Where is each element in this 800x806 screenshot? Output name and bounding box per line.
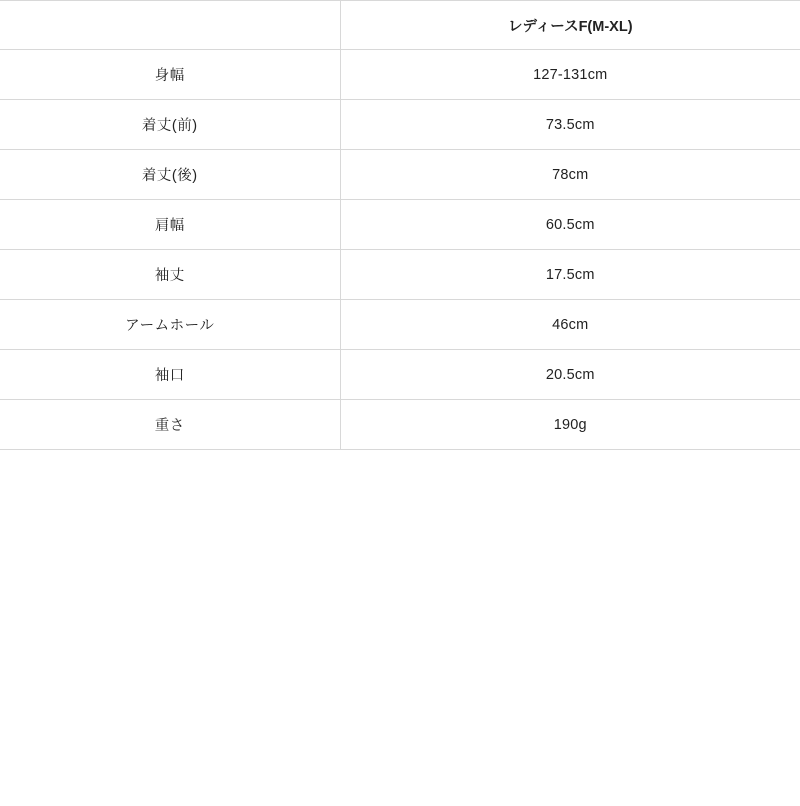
measure-label: 重さ	[0, 400, 340, 450]
measure-label: 肩幅	[0, 200, 340, 250]
table-header-size-cell: レディースF(M-XL)	[340, 1, 800, 50]
measure-label: アームホール	[0, 300, 340, 350]
measure-value: 78cm	[340, 150, 800, 200]
measure-label: 袖口	[0, 350, 340, 400]
measure-label: 袖丈	[0, 250, 340, 300]
measure-label: 着丈(後)	[0, 150, 340, 200]
measure-value: 190g	[340, 400, 800, 450]
measure-value: 73.5cm	[340, 100, 800, 150]
measure-value: 17.5cm	[340, 250, 800, 300]
table-row	[0, 400, 800, 450]
measure-value: 20.5cm	[340, 350, 800, 400]
table-row	[0, 200, 800, 250]
measure-label: 着丈(前)	[0, 100, 340, 150]
table-row	[0, 50, 800, 100]
table-row	[0, 150, 800, 200]
table-row	[0, 350, 800, 400]
table-header-corner-cell	[0, 1, 340, 50]
table-row	[0, 300, 800, 350]
table-header	[0, 1, 800, 50]
table-header-row	[0, 1, 800, 50]
measure-value: 60.5cm	[340, 200, 800, 250]
blank-area	[0, 450, 800, 806]
measure-value: 46cm	[340, 300, 800, 350]
table-row	[0, 100, 800, 150]
measure-value: 127-131cm	[340, 50, 800, 100]
table-body	[0, 50, 800, 450]
measure-label: 身幅	[0, 50, 340, 100]
table-row	[0, 250, 800, 300]
